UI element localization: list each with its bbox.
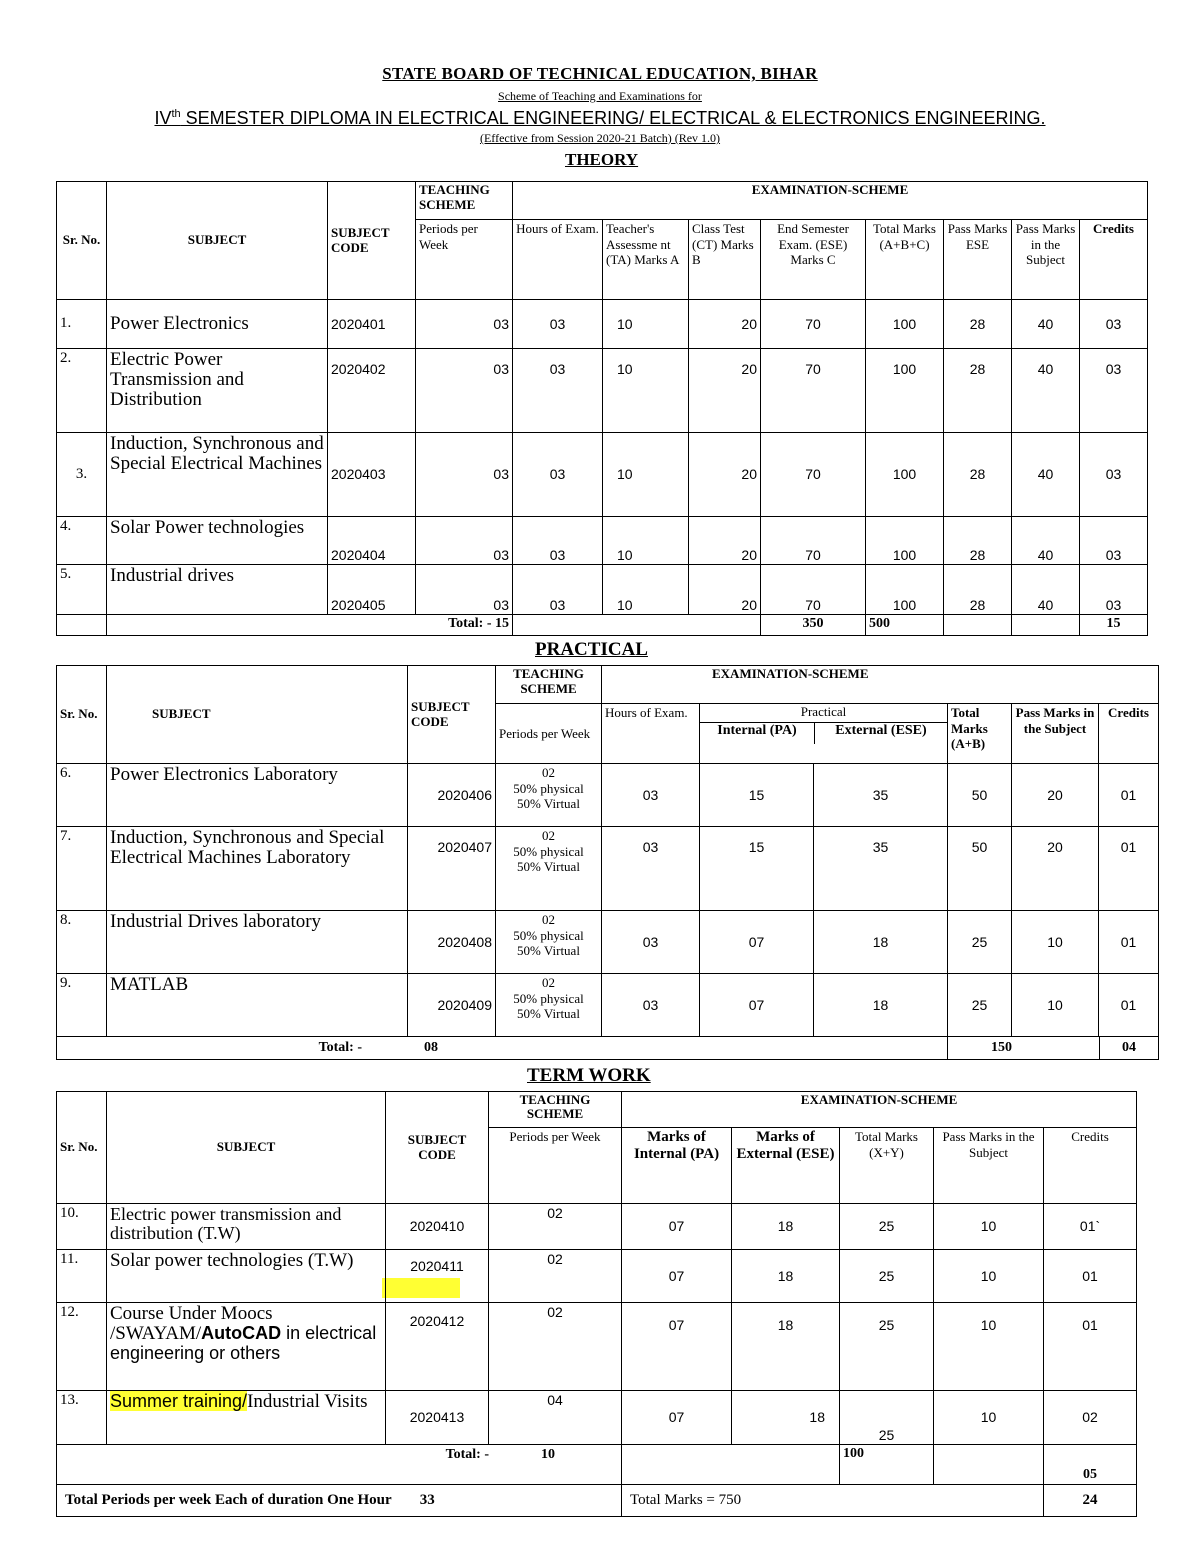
periods-cell: 04 <box>489 1391 622 1445</box>
sr-cell: 12. <box>57 1303 107 1391</box>
code-cell: 2020410 <box>386 1204 489 1250</box>
sr-cell: 6. <box>57 764 107 827</box>
table-row <box>57 517 1148 565</box>
table-row <box>57 1303 1137 1391</box>
practical-total-periods: 08 <box>424 1039 438 1055</box>
termwork-total-marks: 100 <box>840 1445 934 1485</box>
external-cell: 18 <box>732 1391 840 1445</box>
code-cell: 2020407 <box>408 827 496 911</box>
internal-cell: 07 <box>622 1204 732 1250</box>
ct-cell: 20 <box>689 300 761 349</box>
hours-cell: 03 <box>513 565 603 615</box>
credits-cell: 03 <box>1080 349 1148 433</box>
theory-total-credits: 15 <box>1080 615 1148 636</box>
theory-total-header: Total Marks (A+B+C) <box>866 220 944 300</box>
ese-cell: 70 <box>761 300 866 349</box>
theory-hours-header: Hours of Exam. <box>513 220 603 300</box>
practical-external-header: External (ESE) <box>835 723 927 738</box>
hours-cell: 03 <box>513 433 603 517</box>
external-cell: 18 <box>732 1204 840 1250</box>
practical-total-marks: 150 <box>947 1037 1012 1059</box>
table-row <box>57 1250 1137 1303</box>
semester-title: IVth SEMESTER DIPLOMA IN ELECTRICAL ENGINEERING/ ELECTRICAL & ELECTRONICS ENGINEERING. <box>154 108 1046 128</box>
theory-title: THEORY <box>565 150 639 169</box>
practical-table <box>56 665 1159 1060</box>
total-cell: 25 <box>840 1391 934 1445</box>
practical-teaching-header: TEACHING SCHEME <box>496 666 602 704</box>
periods-cell: 03 <box>416 433 513 517</box>
ct-cell: 20 <box>689 349 761 433</box>
periods-cell: 02 50% physical 50% Virtual <box>496 911 602 974</box>
sr-cell: 8. <box>57 911 107 974</box>
grand-total-credits: 24 <box>1044 1485 1137 1517</box>
pass-cell: 10 <box>934 1303 1044 1391</box>
subject-cell: MATLAB <box>107 974 408 1037</box>
table-row <box>57 433 1148 517</box>
total-cell: 100 <box>866 433 944 517</box>
pass-cell: 10 <box>934 1250 1044 1303</box>
internal-cell: 07 <box>622 1303 732 1391</box>
theory-ta-header: Teacher's Assessme nt (TA) Marks A <box>603 220 689 300</box>
code-cell: 2020404 <box>328 517 416 565</box>
credits-cell: 03 <box>1080 300 1148 349</box>
practical-internal-header: Internal (PA) <box>700 723 815 744</box>
termwork-total-header: Total Marks (X+Y) <box>840 1128 934 1204</box>
internal-cell: 07 <box>700 911 814 974</box>
credits-cell: 01` <box>1044 1204 1137 1250</box>
credits-cell: 03 <box>1080 517 1148 565</box>
hours-cell: 03 <box>602 911 700 974</box>
subject-cell: Solar Power technologies <box>107 517 328 565</box>
credits-cell: 01 <box>1099 974 1159 1037</box>
ct-cell: 20 <box>689 517 761 565</box>
practical-title: PRACTICAL <box>535 639 648 660</box>
total-cell: 50 <box>948 764 1012 827</box>
termwork-total-periods: 10 <box>541 1447 555 1462</box>
ta-cell: 10 <box>603 433 689 517</box>
practical-total-label: Total: - <box>318 1039 362 1055</box>
ta-cell: 10 <box>603 300 689 349</box>
hours-cell: 03 <box>602 764 700 827</box>
total-cell: 100 <box>866 517 944 565</box>
subject-cell: Electric power transmission and distribution (T.W) <box>107 1204 386 1250</box>
code-cell: 2020405 <box>328 565 416 615</box>
termwork-subject-header: SUBJECT <box>107 1092 386 1204</box>
internal-cell: 15 <box>700 764 814 827</box>
total-cell: 25 <box>840 1250 934 1303</box>
subject-cell: Course Under Moocs /SWAYAM/AutoCAD in electrical engineering or others <box>107 1303 386 1391</box>
subject-cell: Solar power technologies (T.W) <box>107 1250 386 1303</box>
total-cell: 50 <box>948 827 1012 911</box>
pass-ese-cell: 28 <box>944 300 1012 349</box>
theory-periods-header: Periods per Week <box>416 220 513 300</box>
credits-cell: 01 <box>1044 1250 1137 1303</box>
sr-cell: 10. <box>57 1204 107 1250</box>
pass-ese-cell: 28 <box>944 433 1012 517</box>
theory-teaching-header: TEACHING SCHEME <box>416 182 513 220</box>
periods-cell: 02 <box>489 1303 622 1391</box>
practical-practical-header: Practical <box>700 704 947 723</box>
hours-cell: 03 <box>602 827 700 911</box>
internal-cell: 15 <box>700 827 814 911</box>
table-row <box>57 827 1159 911</box>
sr-cell: 13. <box>57 1391 107 1445</box>
periods-cell: 02 50% physical 50% Virtual <box>496 974 602 1037</box>
ese-cell: 70 <box>761 349 866 433</box>
practical-subject-header: SUBJECT <box>107 666 408 764</box>
practical-total-credits: 04 <box>1099 1037 1158 1059</box>
pass-cell: 10 <box>1012 974 1099 1037</box>
pass-cell: 20 <box>1012 764 1099 827</box>
practical-total-row <box>57 1037 1159 1060</box>
theory-exam-header: EXAMINATION-SCHEME <box>513 182 1148 220</box>
subject-cell: Industrial Drives laboratory <box>107 911 408 974</box>
total-cell: 25 <box>840 1303 934 1391</box>
code-cell: 2020413 <box>386 1391 489 1445</box>
grand-total-label: Total Periods per week Each of duration One Hour <box>65 1491 392 1508</box>
total-cell: 100 <box>866 565 944 615</box>
theory-total-row <box>57 615 1148 636</box>
theory-total-ese: 350 <box>761 615 866 636</box>
ta-cell: 10 <box>603 565 689 615</box>
ese-cell: 70 <box>761 517 866 565</box>
external-cell: 35 <box>814 827 948 911</box>
subject-cell: Electric Power Transmission and Distribution <box>107 349 328 433</box>
ct-cell: 20 <box>689 433 761 517</box>
termwork-total-row <box>57 1445 1137 1485</box>
termwork-code-header: SUBJECT CODE <box>386 1092 489 1204</box>
internal-cell: 07 <box>622 1250 732 1303</box>
termwork-periods-header: Periods per Week <box>489 1128 622 1204</box>
credits-cell: 03 <box>1080 433 1148 517</box>
total-cell: 100 <box>866 349 944 433</box>
theory-ese-header: End Semester Exam. (ESE) Marks C <box>761 220 866 300</box>
termwork-table <box>56 1091 1137 1517</box>
sr-cell: 9. <box>57 974 107 1037</box>
sr-cell: 3. <box>57 433 107 517</box>
scheme-subtitle: Scheme of Teaching and Examinations for <box>498 89 702 103</box>
theory-credits-header: Credits <box>1080 220 1148 300</box>
internal-cell: 07 <box>622 1391 732 1445</box>
grand-total-row <box>57 1485 1137 1517</box>
termwork-sr-header: Sr. No. <box>57 1092 107 1204</box>
pass-cell: 10 <box>1012 911 1099 974</box>
table-row <box>57 911 1159 974</box>
termwork-external-header: Marks of External (ESE) <box>732 1128 840 1204</box>
code-cell: 2020411 <box>386 1250 489 1303</box>
code-cell: 2020408 <box>408 911 496 974</box>
credits-cell: 03 <box>1080 565 1148 615</box>
pass-cell: 10 <box>934 1204 1044 1250</box>
periods-cell: 03 <box>416 300 513 349</box>
credits-cell: 01 <box>1099 764 1159 827</box>
sr-cell: 4. <box>57 517 107 565</box>
ct-cell: 20 <box>689 565 761 615</box>
credits-cell: 01 <box>1044 1303 1137 1391</box>
code-cell: 2020401 <box>328 300 416 349</box>
credits-cell: 02 <box>1044 1391 1137 1445</box>
theory-code-header: SUBJECT CODE <box>328 182 416 300</box>
pass-ese-cell: 28 <box>944 349 1012 433</box>
external-cell: 18 <box>732 1250 840 1303</box>
termwork-total-label: Total: - <box>445 1447 489 1462</box>
practical-hours-header: Hours of Exam. <box>602 704 700 764</box>
table-row <box>57 974 1159 1037</box>
termwork-title: TERM WORK <box>527 1065 651 1086</box>
table-row <box>57 565 1148 615</box>
theory-ct-header: Class Test (CT) Marks B <box>689 220 761 300</box>
periods-cell: 02 50% physical 50% Virtual <box>496 827 602 911</box>
periods-cell: 02 <box>489 1250 622 1303</box>
ese-cell: 70 <box>761 565 866 615</box>
periods-cell: 02 <box>489 1204 622 1250</box>
ta-cell: 10 <box>603 349 689 433</box>
termwork-teaching-header: TEACHING SCHEME <box>489 1092 622 1128</box>
theory-total-marks: 500 <box>866 615 944 636</box>
table-row <box>57 764 1159 827</box>
total-cell: 25 <box>948 911 1012 974</box>
effective-note: (Effective from Session 2020-21 Batch) (Rev 1.0) <box>479 131 721 145</box>
periods-cell: 03 <box>416 565 513 615</box>
periods-cell: 03 <box>416 349 513 433</box>
theory-sr-header: Sr. No. <box>57 182 107 300</box>
credits-cell: 01 <box>1099 911 1159 974</box>
pass-subj-cell: 40 <box>1012 565 1080 615</box>
pass-ese-cell: 28 <box>944 517 1012 565</box>
table-row <box>57 349 1148 433</box>
practical-total-header: Total Marks (A+B) <box>948 704 1012 764</box>
code-cell: 2020412 <box>386 1303 489 1391</box>
termwork-total-credits: 05 <box>1044 1445 1137 1485</box>
sr-cell: 7. <box>57 827 107 911</box>
external-cell: 18 <box>814 974 948 1037</box>
board-title: STATE BOARD OF TECHNICAL EDUCATION, BIHAR <box>382 64 818 83</box>
practical-code-header: SUBJECT CODE <box>408 666 496 764</box>
practical-pass-header: Pass Marks in the Subject <box>1012 704 1099 764</box>
credits-cell: 01 <box>1099 827 1159 911</box>
hours-cell: 03 <box>602 974 700 1037</box>
practical-exam-header: EXAMINATION-SCHEME <box>602 666 1159 704</box>
pass-cell: 10 <box>934 1391 1044 1445</box>
theory-pass-ese-header: Pass Marks ESE <box>944 220 1012 300</box>
total-cell: 25 <box>840 1204 934 1250</box>
pass-ese-cell: 28 <box>944 565 1012 615</box>
pass-subj-cell: 40 <box>1012 433 1080 517</box>
pass-subj-cell: 40 <box>1012 349 1080 433</box>
termwork-exam-header: EXAMINATION-SCHEME <box>622 1092 1137 1128</box>
internal-cell: 07 <box>700 974 814 1037</box>
theory-table <box>56 181 1148 636</box>
ese-cell: 70 <box>761 433 866 517</box>
pass-subj-cell: 40 <box>1012 517 1080 565</box>
sr-cell: 5. <box>57 565 107 615</box>
theory-total-label: Total: - 15 <box>107 615 513 636</box>
subject-cell: Summer training/Industrial Visits <box>107 1391 386 1445</box>
periods-cell: 03 <box>416 517 513 565</box>
pass-cell: 20 <box>1012 827 1099 911</box>
grand-total-periods: 33 <box>419 1491 435 1508</box>
practical-sr-header: Sr. No. <box>57 666 107 764</box>
code-cell: 2020403 <box>328 433 416 517</box>
table-row <box>57 1391 1137 1445</box>
hours-cell: 03 <box>513 349 603 433</box>
pass-subj-cell: 40 <box>1012 300 1080 349</box>
subject-cell: Power Electronics Laboratory <box>107 764 408 827</box>
external-cell: 18 <box>732 1303 840 1391</box>
subject-cell: Industrial drives <box>107 565 328 615</box>
sr-cell: 1. <box>57 300 107 349</box>
sr-cell: 11. <box>57 1250 107 1303</box>
external-cell: 18 <box>814 911 948 974</box>
termwork-internal-header: Marks of Internal (PA) <box>622 1128 732 1204</box>
subject-cell: Induction, Synchronous and Special Electrical Machines Laboratory <box>107 827 408 911</box>
grand-total-marks: Total Marks = 750 <box>622 1485 1044 1517</box>
total-cell: 25 <box>948 974 1012 1037</box>
hours-cell: 03 <box>513 517 603 565</box>
termwork-credits-header: Credits <box>1044 1128 1137 1204</box>
code-cell: 2020409 <box>408 974 496 1037</box>
termwork-pass-header: Pass Marks in the Subject <box>934 1128 1044 1204</box>
hours-cell: 03 <box>513 300 603 349</box>
table-row <box>57 1204 1137 1250</box>
code-cell: 2020406 <box>408 764 496 827</box>
practical-periods-header: Periods per Week <box>496 704 602 764</box>
external-cell: 35 <box>814 764 948 827</box>
theory-pass-subj-header: Pass Marks in the Subject <box>1012 220 1080 300</box>
table-row <box>57 300 1148 349</box>
code-cell: 2020402 <box>328 349 416 433</box>
total-cell: 100 <box>866 300 944 349</box>
subject-cell: Power Electronics <box>107 300 328 349</box>
subject-cell: Induction, Synchronous and Special Electrical Machines <box>107 433 328 517</box>
sr-cell: 2. <box>57 349 107 433</box>
theory-subject-header: SUBJECT <box>107 182 328 300</box>
practical-credits-header: Credits <box>1099 704 1159 764</box>
periods-cell: 02 50% physical 50% Virtual <box>496 764 602 827</box>
ta-cell: 10 <box>603 517 689 565</box>
